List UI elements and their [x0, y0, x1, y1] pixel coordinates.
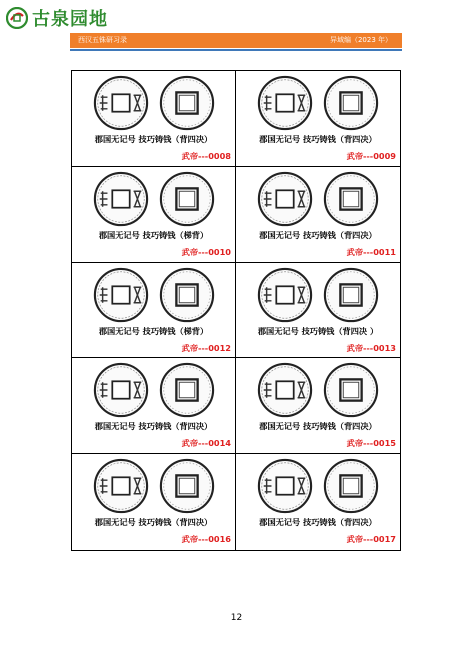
- coin-image-pair: [72, 265, 235, 325]
- coin-reverse-icon: [322, 266, 380, 324]
- coin-entry: [72, 358, 236, 454]
- coin-obverse-icon: [92, 457, 150, 515]
- coin-reverse-icon: [158, 74, 216, 132]
- coin-reverse-icon: [322, 170, 380, 228]
- coin-description: 郡国无记号 技巧铸钱（背四决）: [94, 517, 213, 528]
- coin-image-pair: [236, 169, 400, 229]
- coin-entry: [72, 454, 236, 550]
- coin-catalog-grid: [71, 70, 401, 551]
- coin-obverse-icon: [256, 457, 314, 515]
- catalog-number: 武帝---0015: [346, 438, 396, 449]
- page-number: 12: [230, 613, 243, 623]
- coin-obverse-icon: [256, 170, 314, 228]
- coin-image-pair: [72, 169, 235, 229]
- coin-reverse-icon: [158, 361, 216, 419]
- coin-entry: [236, 454, 400, 550]
- coin-description: 郡国无记号 技巧铸钱（背四决）: [259, 229, 377, 240]
- coin-description: 郡国无记号 技巧铸钱（背四决）: [259, 517, 377, 528]
- header-book-title: 西汉五铢研习录: [78, 36, 127, 44]
- coin-entry: [236, 71, 400, 167]
- catalog-number: 武帝---0014: [181, 438, 231, 449]
- coin-description: 郡国无记号 技巧铸钱（背四决）: [259, 421, 377, 432]
- coin-obverse-icon: [92, 170, 150, 228]
- coin-description: 郡国无记号 技巧铸钱（背四决）: [94, 421, 213, 432]
- coin-logo-icon: [6, 7, 28, 29]
- site-logo: [6, 6, 108, 30]
- coin-reverse-icon: [322, 457, 380, 515]
- coin-entry: [236, 167, 400, 263]
- coin-image-pair: [72, 456, 235, 516]
- catalog-number: 武帝---0010: [181, 246, 231, 257]
- coin-reverse-icon: [158, 457, 216, 515]
- coin-image-pair: [72, 73, 235, 133]
- coin-description: 郡国无记号 技巧铸钱（背四决）: [94, 134, 213, 144]
- coin-obverse-icon: [256, 361, 314, 419]
- catalog-number: 武帝---0016: [181, 534, 231, 545]
- coin-obverse-icon: [92, 74, 150, 132]
- coin-entry: [72, 167, 236, 263]
- logo-text: 古泉园地: [32, 9, 108, 30]
- coin-entry: [236, 263, 400, 359]
- coin-image-pair: [72, 360, 235, 420]
- coin-reverse-icon: [158, 170, 216, 228]
- coin-obverse-icon: [92, 266, 150, 324]
- coin-reverse-icon: [158, 266, 216, 324]
- coin-image-pair: [236, 360, 400, 420]
- catalog-number: 武帝---0013: [346, 342, 396, 353]
- coin-entry: [236, 358, 400, 454]
- coin-reverse-icon: [322, 361, 380, 419]
- header-divider: [70, 49, 402, 51]
- catalog-number: 武帝---0008: [181, 151, 231, 161]
- coin-description: 郡国无记号 技巧铸钱（梯背）: [98, 325, 209, 336]
- header-bar: [70, 33, 402, 48]
- coin-description: 郡国无记号 技巧铸钱（背四决 ）: [257, 325, 379, 336]
- coin-obverse-icon: [256, 266, 314, 324]
- catalog-number: 武帝---0017: [346, 534, 396, 545]
- coin-description: 郡国无记号 技巧铸钱（背四决）: [259, 134, 377, 144]
- coin-obverse-icon: [92, 361, 150, 419]
- coin-entry: [72, 71, 236, 167]
- catalog-number: 武帝---0009: [346, 151, 396, 161]
- coin-reverse-icon: [322, 74, 380, 132]
- catalog-number: 武帝---0012: [181, 342, 231, 353]
- coin-obverse-icon: [256, 74, 314, 132]
- coin-description: 郡国无记号 技巧铸钱（梯背）: [98, 229, 209, 240]
- coin-entry: [72, 263, 236, 359]
- header-volume: 异域编（2023 年）: [329, 36, 392, 44]
- catalog-number: 武帝---0011: [346, 246, 396, 257]
- coin-image-pair: [236, 73, 400, 133]
- coin-image-pair: [236, 456, 400, 516]
- coin-image-pair: [236, 265, 400, 325]
